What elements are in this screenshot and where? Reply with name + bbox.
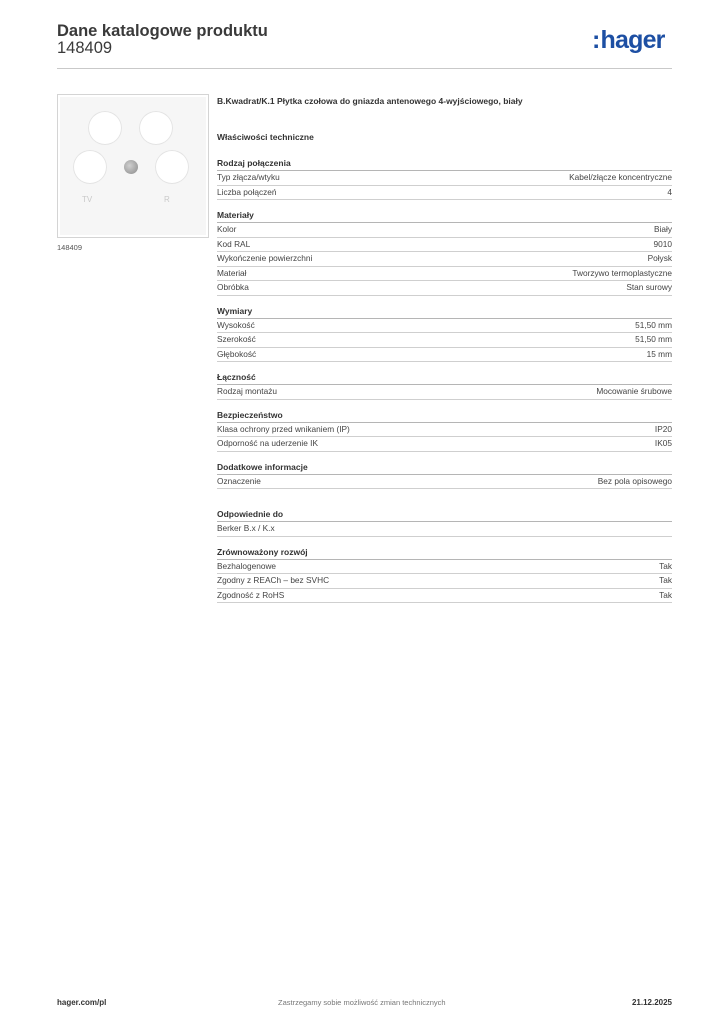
spec-label: Materiał	[217, 267, 247, 278]
spec-value: 51,50 mm	[635, 319, 672, 330]
spec-label: Wykończenie powierzchni	[217, 253, 313, 263]
spec-row	[217, 348, 672, 363]
section-sustainability	[217, 547, 672, 604]
socket-hole-icon	[88, 111, 122, 145]
product-number: 148409	[57, 39, 113, 57]
section-safety	[217, 410, 672, 452]
socket-hole-icon	[139, 111, 173, 145]
spec-label: Kolor	[217, 224, 237, 234]
spec-row	[217, 238, 672, 253]
logo-text: hager	[600, 26, 665, 54]
section-title: Łączność	[217, 372, 672, 385]
spec-label: Rodzaj montażu	[217, 386, 277, 396]
spec-value: IP20	[654, 423, 672, 434]
spec-value: Stan surowy	[626, 282, 672, 292]
header-divider	[57, 68, 672, 69]
spec-label: Oznaczenie	[217, 475, 261, 486]
spec-row	[217, 423, 672, 438]
section-materials	[217, 210, 672, 296]
spec-label: Liczba połączeń	[217, 186, 277, 197]
section-title: Dodatkowe informacje	[217, 462, 672, 475]
spec-row	[217, 522, 672, 537]
spec-value: Biały	[654, 224, 672, 234]
spec-row	[217, 281, 672, 296]
section-dimensions	[217, 306, 672, 363]
spec-value: Tworzywo termoplastyczne	[572, 267, 672, 278]
spec-label: Klasa ochrony przed wnikaniem (IP)	[217, 423, 350, 434]
spec-value: Bez pola opisowego	[597, 475, 672, 486]
spec-row	[217, 252, 672, 267]
spec-label: Zgodność z RoHS	[217, 589, 285, 600]
logo-colon-icon: :	[592, 26, 600, 54]
section-title: Materiały	[217, 210, 672, 223]
section-connectivity	[217, 372, 672, 400]
section-connection	[217, 158, 672, 200]
technical-properties-heading: Właściwości techniczne	[217, 132, 314, 142]
plate-mark-right: R	[164, 195, 170, 204]
spec-row	[217, 589, 672, 604]
spec-value: 15 mm	[646, 348, 672, 359]
spec-label: Wysokość	[217, 319, 255, 330]
socket-hole-icon	[73, 150, 107, 184]
spec-row	[217, 560, 672, 575]
spec-value: Mocowanie śrubowe	[596, 386, 672, 396]
product-name: B.Kwadrat/K.1 Płytka czołowa do gniazda antenowego 4-wyjściowego, biały	[217, 96, 523, 106]
spec-value: Połysk	[647, 253, 672, 263]
spec-label: Typ złącza/wtyku	[217, 172, 280, 182]
spec-label: Odporność na uderzenie IK	[217, 438, 319, 448]
spec-value: Tak	[659, 560, 672, 571]
section-suitable-for	[217, 509, 672, 537]
spec-row	[217, 319, 672, 334]
page-title: Dane katalogowe produktu	[57, 22, 268, 40]
spec-row	[217, 186, 672, 201]
section-additional-info	[217, 462, 672, 490]
section-title: Wymiary	[217, 306, 672, 319]
section-title: Rodzaj połączenia	[217, 158, 672, 171]
spec-row	[217, 171, 672, 186]
spec-label: Bezhalogenowe	[217, 560, 277, 571]
spec-label: Kod RAL	[217, 238, 251, 249]
product-details	[217, 96, 672, 613]
image-caption: 148409	[57, 243, 83, 252]
socket-hole-icon	[155, 150, 189, 184]
antenna-plate-illustration	[60, 97, 206, 235]
spec-value: IK05	[654, 438, 672, 448]
spec-label: Obróbka	[217, 282, 249, 292]
spec-label: Berker B.x / K.x	[217, 523, 275, 533]
spec-label: Zgodny z REACh – bez SVHC	[217, 575, 330, 585]
hager-logo	[592, 26, 665, 55]
spec-row	[217, 385, 672, 400]
plate-mark-left: TV	[82, 195, 93, 204]
product-image	[57, 94, 209, 238]
section-title: Bezpieczeństwo	[217, 410, 672, 423]
spec-value: 51,50 mm	[635, 334, 672, 344]
spec-row	[217, 223, 672, 238]
section-title: Zrównoważony rozwój	[217, 547, 672, 560]
spec-label: Szerokość	[217, 334, 256, 344]
spec-value: Tak	[659, 589, 672, 600]
footer-website-link[interactable]: hager.com/pl	[57, 998, 107, 1007]
spec-value: 9010	[653, 238, 672, 249]
footer-date: 21.12.2025	[631, 998, 672, 1007]
spec-value: Tak	[659, 575, 672, 585]
spec-row	[217, 437, 672, 452]
screw-icon	[124, 160, 138, 174]
spec-label: Głębokość	[217, 348, 257, 359]
section-title: Odpowiednie do	[217, 509, 672, 522]
spec-value: 4	[667, 186, 672, 197]
footer-disclaimer: Zastrzegamy sobie możliwość zmian technicznych	[278, 998, 446, 1007]
spec-row	[217, 333, 672, 348]
spec-row	[217, 475, 672, 490]
spec-row	[217, 574, 672, 589]
spec-row	[217, 267, 672, 282]
spec-value: Kabel/złącze koncentryczne	[569, 172, 672, 182]
